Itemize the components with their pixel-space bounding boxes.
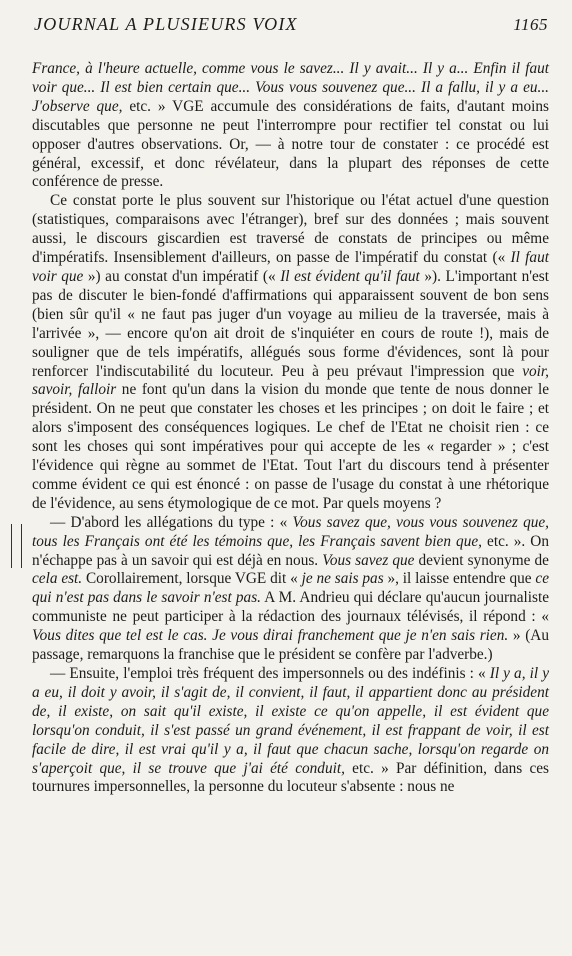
- italic-run: Vous dites que tel est le cas. Je vous dirai franchement que je n'en sais rien.: [32, 627, 509, 645]
- text-run: Corollairement, lorsque VGE dit «: [82, 570, 302, 588]
- italic-run: je ne sais pas: [301, 570, 384, 588]
- text-run: », il laisse entendre que: [383, 570, 536, 588]
- paragraph-3: [32, 514, 549, 665]
- text-run: etc. » VGE accumule des considérations de faits, d'autant moins discutables que personne ne peut l'interrompre pour rectifier tel constat ou lui opposer d'autres observations. Or, — à notre tour de constater : ce procédé est général, excessif, et donc révélateur, dans la plupart des réponses de cette conférence de presse.: [32, 97, 550, 191]
- italic-run: voir, savoir, falloir: [32, 362, 549, 399]
- text-run: — Ensuite, l'emploi très fréquent des impersonnels ou des indéfinis : «: [50, 665, 490, 682]
- paragraph-2: [32, 192, 549, 513]
- italic-run: Vous savez que, vous vous souvenez que, tous les Français ont été les témoins que, les Français savent bien que,: [32, 513, 549, 550]
- italic-run: ce qui n'est pas dans le savoir n'est pas.: [32, 570, 549, 607]
- italic-run: Il faut voir que: [32, 249, 549, 285]
- paragraph-1: [32, 60, 549, 192]
- text-run: ne font qu'un dans la vision du monde que tente de nous donner le président. On ne peut que constater les choses et les principes ; on doit le faire ; et alors s'imposent des conséquences logiques. Le chef de l'Etat ne choisit rien : ce sont les choses qui sont impératives pour qui accepte de les « regarder » ; c'est l'évidence qui règne au sommet de l'Etat. Tout l'art du discours tend à présenter comme évident ce qui est énoncé : on passe de l'usage du constat à une rhétorique de l'évidence, au sens étymologique de ce mot. Par quels moyens ?: [32, 381, 549, 512]
- margin-double-bar-mark: [11, 524, 22, 568]
- paragraph-4: [32, 665, 549, 797]
- italic-run: France, à l'heure actuelle, comme vous le savez... Il y avait... Il y a... Enfin il faut voir que... Il est bien certain que... Vous vous souvenez que... Il a fallu, il y a eu... J'observe que,: [32, 60, 549, 115]
- text-run: — D'abord les allégations du type : «: [50, 513, 293, 531]
- text-run: etc. ». On n'échappe pas à un savoir qui est déjà en nous.: [32, 532, 549, 569]
- text-run: » (Au passage, remarquons la franchise que le président se confère par l'adverbe.): [32, 627, 550, 664]
- text-run: A M. Andrieu qui déclare qu'aucun journaliste communiste ne peut participer à la rédaction des journaux télévisés, il répond : «: [32, 589, 549, 626]
- italic-run: cela est.: [32, 570, 83, 588]
- journal-title: JOURNAL A PLUSIEURS VOIX: [34, 14, 298, 34]
- italic-run: Il est évident qu'il faut: [280, 267, 420, 285]
- text-run: Ce constat porte le plus souvent sur l'historique ou l'état actuel d'une question (statistiques, comparaisons avec l'étranger), bref sur des données ; mais souvent aussi, le discours giscardien est traversé de constats de principes ou même d'impératifs. Insensiblement d'ailleurs, on passe de l'impératif du constat («: [32, 192, 549, 267]
- italic-run: Il y a, il y a eu, il doit y avoir, il s'agit de, il convient, il faut, il appartient donc au président de, il existe, on sait qu'il existe, il existe ce qu'on appelle, il est évident que lorsqu'on conduit, il s'est passé un grand événement, il est frappant de voir, il est facile de dire, il est vrai qu'il y a, il faut que chacun sache, lorsqu'on regarde on s'aperçoit que, il se trouve que j'ai été conduit,: [32, 665, 549, 777]
- page-number: 1165: [513, 15, 548, 34]
- italic-run: Vous savez que: [322, 551, 415, 569]
- text-run: etc. » Par définition, dans ces tournures impersonnelles, la personne du locuteur s'absente : nous ne: [32, 759, 549, 796]
- text-run: ») au constat d'un impératif («: [83, 267, 281, 285]
- text-run: »). L'important n'est pas de discuter le bien-fondé d'affirmations qui apparaissent souvent de bon sens (bien sûr qu'il « ne faut pas juger d'un voyage au milieu de la traversée, mais à l'arrivée », — encore qu'on ait droit de s'inquiéter en cours de route !), mais de souligner que de tels impératifs, allégués sous forme d'évidences, sont là pour renforcer l'indiscutabilité du locuteur. Peu à peu prévaut l'impression que: [32, 267, 550, 380]
- article-body: [32, 60, 549, 797]
- running-head: [34, 14, 548, 35]
- text-run: devient synonyme de: [414, 551, 549, 569]
